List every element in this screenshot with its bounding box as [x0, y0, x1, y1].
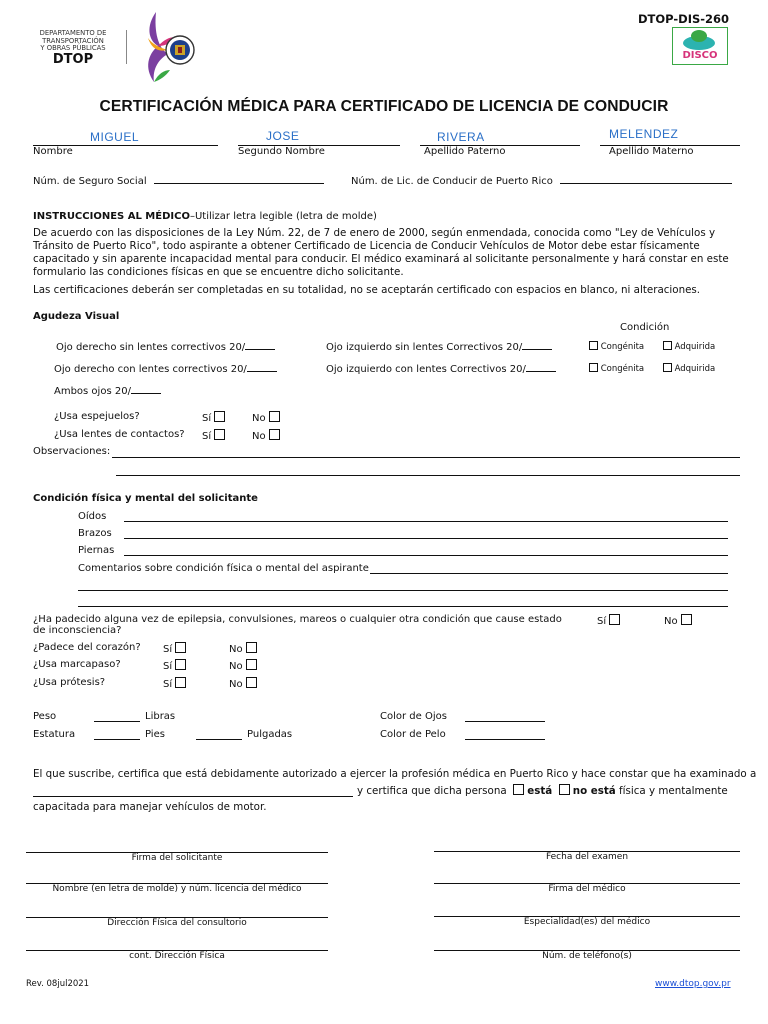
- first-name-value[interactable]: MIGUEL: [90, 130, 140, 144]
- license-blank[interactable]: [560, 174, 732, 184]
- pacemaker-no-label: No: [229, 661, 243, 672]
- dept-line-1: DEPARTAMENTO DE: [39, 29, 107, 37]
- glasses-yes-label: Sí: [202, 413, 212, 424]
- doctor-signature-label: Firma del médico: [548, 884, 626, 894]
- heart-question: ¿Padece del corazón?: [33, 642, 141, 653]
- examined-person-blank[interactable]: [33, 796, 353, 797]
- ears-line[interactable]: [124, 521, 728, 522]
- paternal-name-label: Apellido Paterno: [424, 146, 506, 157]
- legs-label: Piernas: [78, 545, 115, 556]
- esta-label: está: [527, 785, 553, 797]
- cond-row-1: [589, 341, 715, 352]
- left-eye-no-lens-blank[interactable]: [522, 340, 552, 350]
- prosthesis-yes-checkbox[interactable]: [175, 677, 186, 688]
- inches-label: Pulgadas: [247, 729, 293, 740]
- pacemaker-no-option[interactable]: [229, 659, 257, 672]
- heart-yes-option[interactable]: [163, 642, 186, 655]
- instructions-line-4: formulario las condiciones físicas en que se encuentre dicho solicitante.: [33, 266, 404, 278]
- glasses-question: ¿Usa espejuelos?: [54, 411, 140, 422]
- congenita-label-1: Congénita: [600, 342, 645, 352]
- epilepsy-line-2: de inconsciencia?: [33, 625, 122, 636]
- first-name-label: Nombre: [33, 146, 73, 157]
- epilepsy-no-option[interactable]: [664, 614, 692, 627]
- prosthesis-no-option[interactable]: [229, 677, 257, 690]
- hair-color-label: Color de Pelo: [380, 729, 446, 740]
- header-divider: [126, 30, 127, 64]
- weight-label: Peso: [33, 711, 57, 722]
- prosthesis-question: ¿Usa prótesis?: [33, 677, 106, 688]
- contacts-yes-label: Sí: [202, 431, 212, 442]
- height-label: Estatura: [33, 729, 76, 740]
- congenita-label-2: Congénita: [600, 364, 645, 374]
- congenita-checkbox-2[interactable]: [589, 363, 598, 372]
- glasses-yes-option[interactable]: [202, 411, 225, 424]
- epilepsy-no-label: No: [664, 616, 678, 627]
- both-eyes-blank[interactable]: [131, 384, 161, 394]
- arms-label: Brazos: [78, 528, 112, 539]
- ears-label: Oídos: [78, 511, 107, 522]
- prosthesis-no-checkbox[interactable]: [246, 677, 257, 688]
- form-code: DTOP-DIS-260: [638, 12, 730, 26]
- left-eye-no-lens-field[interactable]: [326, 340, 552, 353]
- left-eye-lens-blank[interactable]: [526, 362, 556, 372]
- weight-blank[interactable]: [94, 721, 140, 722]
- no-esta-label: no está: [572, 785, 616, 797]
- contacts-no-label: No: [252, 431, 266, 442]
- right-eye-lens-label: Ojo derecho con lentes correctivos 20/: [54, 364, 247, 375]
- applicant-signature-label: Firma del solicitante: [131, 853, 223, 863]
- pacemaker-yes-checkbox[interactable]: [175, 659, 186, 670]
- dept-line-2: TRANSPORTACIÓN: [42, 36, 104, 45]
- hair-color-blank[interactable]: [465, 739, 545, 740]
- condition-label: Condición: [620, 322, 670, 333]
- adquirida-checkbox-1[interactable]: [663, 341, 672, 350]
- left-eye-lens-label: Ojo izquierdo con lentes Correctivos 20/: [326, 364, 526, 375]
- right-eye-no-lens-field[interactable]: [56, 340, 275, 353]
- certification-end-text: física y mentalmente: [619, 785, 728, 797]
- glasses-no-label: No: [252, 413, 266, 424]
- specialty-label: Especialidad(es) del médico: [523, 917, 651, 927]
- comments-line-3[interactable]: [78, 606, 728, 607]
- left-eye-no-lens-label: Ojo izquierdo sin lentes Correctivos 20/: [326, 342, 523, 353]
- comments-line-2[interactable]: [78, 590, 728, 591]
- instructions-paragraph: [33, 227, 733, 279]
- heart-yes-label: Sí: [163, 644, 173, 655]
- certification-mid-text: y certifica que dicha persona: [357, 785, 507, 797]
- certification-line-1: El que suscribe, certifica que está debidamente autorizado a ejercer la profesión médica en Puerto Rico y hace constar que ha examinado a: [33, 768, 757, 780]
- pacemaker-yes-label: Sí: [163, 661, 173, 672]
- right-eye-lens-field[interactable]: [54, 362, 277, 375]
- glasses-no-checkbox[interactable]: [269, 411, 280, 422]
- pacemaker-no-checkbox[interactable]: [246, 659, 257, 670]
- observations-label: Observaciones:: [33, 446, 111, 457]
- contacts-question: ¿Usa lentes de contactos?: [54, 429, 185, 440]
- prosthesis-yes-label: Sí: [163, 679, 173, 690]
- instructions-line-3: capacitado y sin aparente incapacidad mental para conducir. El médico examinará al solicitante personalmente y hará constar en este: [33, 253, 729, 265]
- feet-label: Pies: [145, 729, 165, 740]
- pounds-label: Libras: [145, 711, 176, 722]
- epilepsy-no-checkbox[interactable]: [681, 614, 692, 625]
- phone-label: Núm. de teléfono(s): [542, 951, 632, 961]
- adquirida-label-1: Adquirida: [674, 342, 716, 352]
- maternal-name-label: Apellido Materno: [609, 146, 694, 157]
- epilepsy-line-1: ¿Ha padecido alguna vez de epilepsia, convulsiones, mareos o cualquier otra condición que cause estado: [33, 614, 562, 625]
- badge-text: DISCO: [682, 50, 718, 61]
- pacemaker-question: ¿Usa marcapaso?: [33, 659, 121, 670]
- disco-badge-icon: [672, 27, 728, 65]
- glasses-yes-checkbox[interactable]: [214, 411, 225, 422]
- epilepsy-yes-label: Sí: [597, 616, 607, 627]
- page-title: CERTIFICACIÓN MÉDICA PARA CERTIFICADO DE LICENCIA DE CONDUCIR: [99, 98, 669, 115]
- dept-short: DTOP: [52, 51, 94, 67]
- instructions-heading-row: [33, 211, 377, 222]
- address-cont-label: cont. Dirección Física: [129, 951, 225, 961]
- height-inches-blank[interactable]: [196, 739, 242, 740]
- prosthesis-yes-option[interactable]: [163, 677, 186, 690]
- epilepsy-question: [33, 614, 562, 636]
- comments-label: Comentarios sobre condición física o mental del aspirante: [78, 563, 369, 574]
- ssn-label: Núm. de Seguro Social: [33, 176, 147, 187]
- right-eye-no-lens-label: Ojo derecho sin lentes correctivos 20/: [56, 342, 246, 353]
- no-esta-checkbox[interactable]: [559, 784, 570, 795]
- website-link[interactable]: www.dtop.gov.pr: [655, 979, 731, 989]
- epilepsy-yes-checkbox[interactable]: [609, 614, 620, 625]
- contacts-no-option[interactable]: [252, 429, 280, 442]
- instructions-paragraph-2: Las certificaciones deberán ser completadas en su totalidad, no se aceptarán certificado con espacios en blanco, ni alteraciones.: [33, 284, 701, 296]
- vision-heading: Agudeza Visual: [33, 311, 120, 322]
- doctor-name-label: Nombre (en letra de molde) y núm. licencia del médico: [52, 884, 302, 894]
- heart-yes-checkbox[interactable]: [175, 642, 186, 653]
- revision-date: Rev. 08jul2021: [26, 979, 90, 989]
- physical-heading: Condición física y mental del solicitante: [33, 493, 258, 504]
- dept-line-3: Y OBRAS PÚBLICAS: [40, 44, 106, 52]
- heart-no-label: No: [229, 644, 243, 655]
- exam-date-label: Fecha del examen: [545, 852, 629, 862]
- certification-line-3: capacitada para manejar vehículos de motor.: [33, 801, 267, 813]
- dtop-logo-icon: [138, 8, 200, 84]
- ssn-field[interactable]: [33, 174, 324, 187]
- instructions-suffix: –Utilizar letra legible (letra de molde): [189, 211, 377, 222]
- right-eye-no-lens-blank[interactable]: [245, 340, 275, 350]
- paternal-name-value[interactable]: RIVERA: [437, 130, 485, 144]
- eye-color-blank[interactable]: [465, 721, 545, 722]
- eye-color-label: Color de Ojos: [380, 711, 447, 722]
- cond-row-2: [589, 363, 715, 374]
- esta-checkbox[interactable]: [513, 784, 524, 795]
- instructions-heading: INSTRUCCIONES AL MÉDICO: [33, 211, 190, 222]
- left-eye-lens-field[interactable]: [326, 362, 556, 375]
- adquirida-label-2: Adquirida: [674, 364, 716, 374]
- both-eyes-field[interactable]: [54, 384, 161, 397]
- height-feet-blank[interactable]: [94, 739, 140, 740]
- glasses-no-option[interactable]: [252, 411, 280, 424]
- contacts-yes-checkbox[interactable]: [214, 429, 225, 440]
- congenita-checkbox-1[interactable]: [589, 341, 598, 350]
- office-address-label: Dirección Física del consultorio: [107, 918, 247, 928]
- arms-line[interactable]: [124, 538, 728, 539]
- certification-line-2: [357, 784, 728, 798]
- license-label: Núm. de Lic. de Conducir de Puerto Rico: [351, 176, 553, 187]
- ssn-blank[interactable]: [154, 174, 324, 184]
- middle-name-value[interactable]: JOSE: [266, 129, 300, 143]
- right-eye-lens-blank[interactable]: [247, 362, 277, 372]
- contacts-no-checkbox[interactable]: [269, 429, 280, 440]
- instructions-line-1: De acuerdo con las disposiciones de la Ley Núm. 22, de 7 de enero de 2000, según enmendada, conocida como "Ley de Vehículos y: [33, 227, 716, 239]
- observations-line-2[interactable]: [116, 475, 740, 476]
- prosthesis-no-label: No: [229, 679, 243, 690]
- heart-no-checkbox[interactable]: [246, 642, 257, 653]
- comments-line-1[interactable]: [370, 573, 728, 574]
- maternal-name-value[interactable]: MELENDEZ: [609, 127, 679, 141]
- legs-line[interactable]: [124, 555, 728, 556]
- epilepsy-yes-option[interactable]: [597, 614, 620, 627]
- pacemaker-yes-option[interactable]: [163, 659, 186, 672]
- adquirida-checkbox-2[interactable]: [663, 363, 672, 372]
- both-eyes-label: Ambos ojos 20/: [54, 386, 131, 397]
- license-field[interactable]: [351, 174, 732, 187]
- instructions-line-2: Tránsito de Puerto Rico", todo aspirante a obtener Certificado de Licencia de Conducir Vehículos de Motor debe estar físicamente: [33, 240, 700, 252]
- contacts-yes-option[interactable]: [202, 429, 225, 442]
- dtop-department-text: [32, 30, 114, 67]
- middle-name-label: Segundo Nombre: [238, 146, 325, 157]
- heart-no-option[interactable]: [229, 642, 257, 655]
- observations-line-1[interactable]: [112, 457, 740, 458]
